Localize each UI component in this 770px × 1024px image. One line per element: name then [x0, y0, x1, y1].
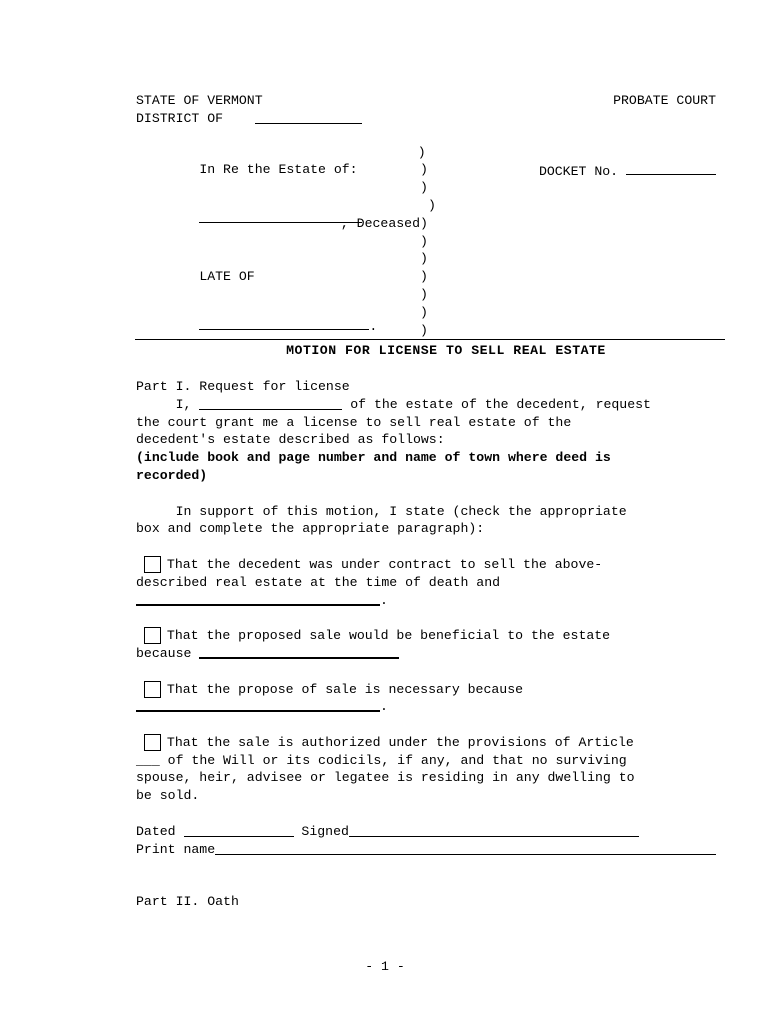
checkbox-2-because-label: because	[136, 645, 200, 661]
caption-paren: )	[417, 144, 426, 160]
checkbox-option-2[interactable]	[136, 627, 716, 663]
checkbox-1-box[interactable]	[144, 556, 161, 573]
print-name-label: Print name	[136, 841, 216, 857]
checkbox-option-3[interactable]	[136, 681, 716, 717]
district-spacer	[223, 110, 255, 128]
docket-label: DOCKET No.	[538, 164, 619, 180]
document-body	[136, 92, 716, 911]
district-blank-field[interactable]	[255, 110, 362, 124]
checkbox-2-box[interactable]	[144, 627, 161, 644]
checkbox-4-text-line1: That the sale is authorized under the provisions of Article	[166, 734, 634, 750]
indent-spacer	[136, 396, 176, 414]
checkbox-option-4[interactable]	[136, 734, 716, 805]
late-of-label: LATE OF	[199, 269, 255, 285]
checkbox-indent	[136, 734, 144, 752]
checkbox-1-line-1	[136, 556, 716, 574]
part2-heading: Part II. Oath	[136, 894, 239, 910]
caption-paren: )	[420, 180, 428, 196]
checkbox-option-1[interactable]	[136, 556, 716, 609]
checkbox-4-line-2	[136, 752, 716, 770]
caption-bottom-rule	[135, 339, 725, 340]
checkbox-indent	[136, 681, 144, 699]
caption-row-late-of	[136, 250, 716, 285]
checkbox-3-period: .	[380, 699, 388, 715]
caption-row-blank-5	[136, 304, 716, 322]
part1-line-2: the court grant me a license to sell real estate of the	[136, 414, 572, 430]
part1-heading: Part I. Request for license	[136, 378, 350, 394]
support-line-2: box and complete the appropriate paragraph):	[136, 521, 485, 537]
checkbox-1-blank-field[interactable]	[136, 592, 380, 606]
signature-dated-line	[136, 823, 716, 841]
checkbox-2-text-line1: That the proposed sale would be beneficial to the estate	[166, 628, 611, 644]
checkbox-1-fill-line	[136, 592, 716, 610]
caption-paren: )	[420, 215, 428, 231]
signed-label: Signed	[301, 823, 349, 839]
petitioner-name-blank-field[interactable]	[199, 396, 342, 410]
support-line-1: In support of this motion, I state (check the appropriate	[136, 503, 627, 519]
caption-row-late-of-blank	[136, 286, 716, 334]
checkbox-3-fill-line	[136, 698, 716, 716]
part1-line-3: decedent's estate described as follows:	[136, 432, 445, 448]
header-state-court-line	[136, 92, 716, 110]
part1-i-label: I,	[175, 396, 200, 412]
caption-paren: )	[420, 251, 428, 267]
print-name-blank-field[interactable]	[215, 841, 716, 855]
caption-paren: )	[420, 269, 428, 285]
checkbox-indent	[136, 556, 144, 574]
caption-row-in-re	[136, 144, 716, 180]
part1-line-1	[136, 396, 716, 414]
caption-paren: )	[420, 233, 428, 249]
checkbox-2-blank-field[interactable]	[199, 645, 399, 659]
caption-paren: )	[428, 197, 436, 213]
district-of-label: DISTRICT OF	[136, 110, 224, 126]
deceased-label: , Deceased	[340, 215, 420, 231]
checkbox-indent	[136, 627, 144, 645]
part1-bold-note-line-1: (include book and page number and name of town where deed is	[136, 450, 611, 466]
checkbox-3-line-1	[136, 681, 716, 699]
caption-row-name-blank	[136, 179, 716, 197]
part1-bold-note-line-2: recorded)	[136, 467, 208, 483]
checkbox-4-text-line3: spouse, heir, advisee or legatee is residing in any dwelling to	[136, 770, 635, 786]
checkbox-2-line-1	[136, 627, 716, 645]
caption-row-deceased	[136, 197, 716, 231]
checkbox-4-box[interactable]	[144, 734, 161, 751]
caption-row-blank-2	[136, 215, 716, 233]
checkbox-3-text-line1: That the propose of sale is necessary because	[166, 681, 524, 697]
dated-blank-field[interactable]	[184, 823, 294, 837]
checkbox-1-period: .	[380, 592, 388, 608]
article-number-blank-field[interactable]: ___	[136, 752, 160, 768]
caption-paren: )	[420, 162, 428, 178]
page-footer: - 1 -	[365, 959, 405, 974]
caption-paren: )	[420, 322, 428, 338]
checkbox-4-text-line2: of the Will or its codicils, if any, and that no surviving	[159, 752, 627, 768]
caption-row-blank-3	[136, 233, 716, 251]
checkbox-4-line-1	[136, 734, 716, 752]
checkbox-1-text-line1: That the decedent was under contract to sell the above-	[166, 556, 603, 572]
checkbox-3-box[interactable]	[144, 681, 161, 698]
document-title: MOTION FOR LICENSE TO SELL REAL ESTATE	[286, 343, 606, 359]
caption-row-blank-6	[136, 322, 716, 340]
late-of-period: .	[369, 318, 378, 334]
header-district-line	[136, 110, 716, 128]
docket-blank-field[interactable]	[626, 161, 716, 175]
caption-paren: )	[420, 286, 428, 302]
signature-print-name-line	[136, 841, 716, 859]
checkbox-1-text-line2: described real estate at the time of death and	[136, 574, 501, 590]
checkbox-3-blank-field[interactable]	[136, 698, 380, 712]
in-re-label: In Re the Estate of:	[199, 162, 358, 178]
signed-blank-field[interactable]	[349, 823, 639, 837]
caption-row-blank-4	[136, 268, 716, 286]
caption-paren: )	[420, 304, 428, 320]
probate-court-label: PROBATE COURT	[613, 93, 716, 108]
part1-line1-post: of the estate of the decedent, request	[342, 396, 651, 412]
checkbox-2-line-2	[136, 645, 716, 663]
dated-label: Dated	[136, 823, 176, 839]
checkbox-4-text-line4: be sold.	[136, 788, 200, 804]
caption-block	[136, 144, 716, 340]
state-of-vermont-label: STATE OF VERMONT	[136, 93, 263, 108]
